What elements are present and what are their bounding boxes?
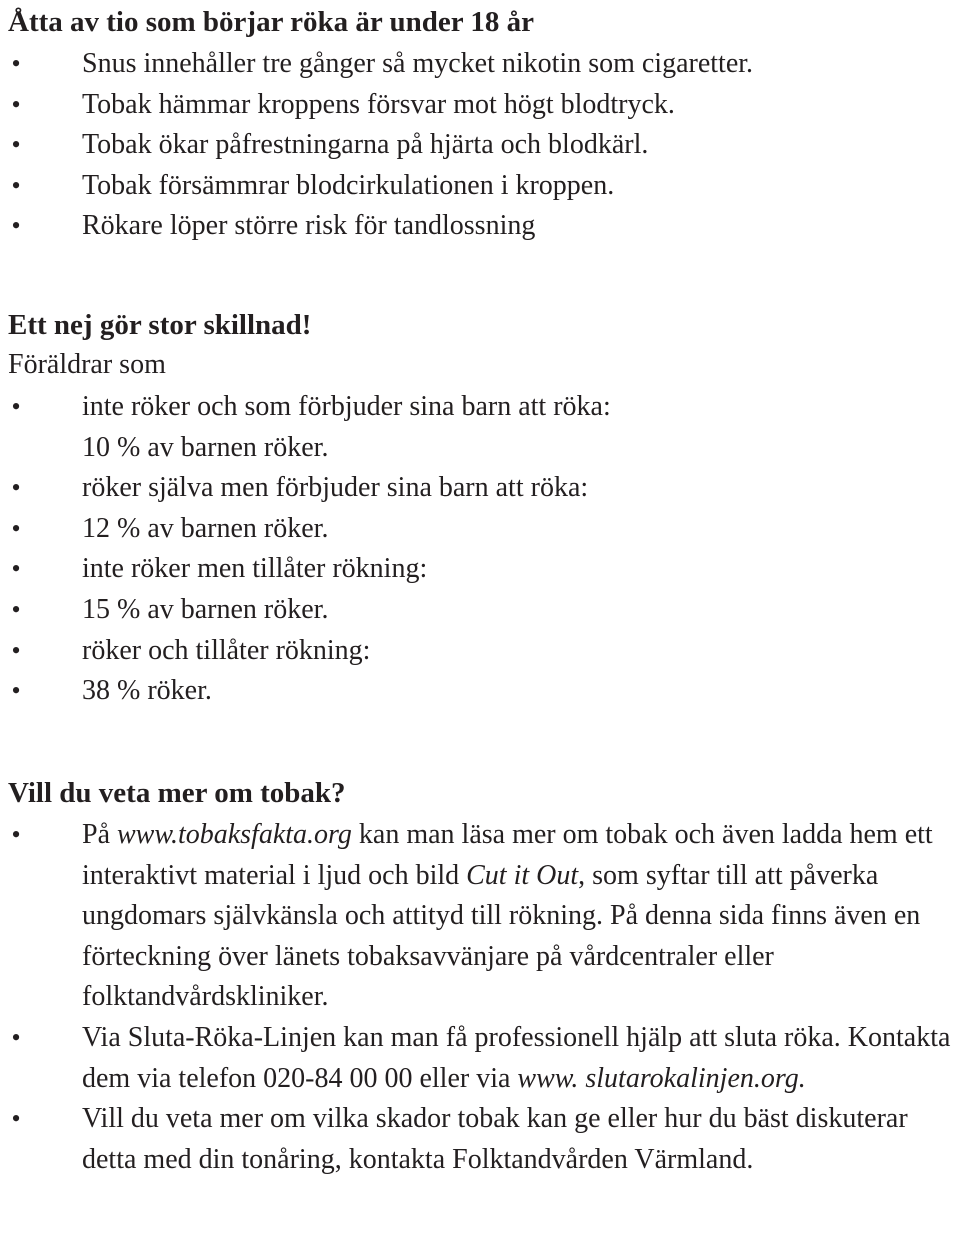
bullet-icon: • [11,130,21,160]
bullet-icon: • [11,49,21,78]
tobaksfakta-link[interactable]: www.tobaksfakta.org [117,819,352,850]
list-item: • 12 % av barnen röker. [0,509,960,550]
bullet-icon: • [11,1104,21,1134]
bullet-icon: • [11,594,21,624]
section-heading-more-info: Vill du veta mer om tobak? [8,777,346,809]
bullet-list-parent-stats [0,387,960,712]
list-item: • Via Sluta-Röka-Linjen kan man få professionell hjälp att sluta röka. Kontakta dem via telefon 020-84 00 00 eller via www. slutarokalinjen.org. [0,1018,960,1099]
bullet-icon: • [11,473,21,503]
bullet-icon: • [11,211,21,241]
slutarokalinjen-link[interactable]: www. slutarokalinjen.org. [517,1062,806,1094]
bullet-icon: • [11,676,21,706]
list-item: • inte röker men tillåter rökning: [0,549,960,590]
bullet-list-resources [0,815,960,1180]
list-item: • röker och tillåter rökning: [0,631,960,672]
bullet-icon: • [11,635,21,665]
bullet-icon: • [11,1022,21,1052]
bullet-icon: • [11,820,21,849]
bullet-icon: • [11,170,21,200]
bullet-icon: • [11,89,21,119]
list-item: • inte röker och som förbjuder sina barn att röka: 10 % av barnen röker. [0,387,960,468]
list-item: • 38 % röker. [0,671,960,712]
section-heading-minors: Åtta av tio som börjar röka är under 18 år [8,6,534,38]
bullet-icon: • [11,513,21,543]
list-item: • Tobak ökar påfrestningarna på hjärta och blodkärl. [0,125,960,166]
bullet-icon: • [11,554,21,584]
list-item: • Vill du veta mer om vilka skador tobak kan ge eller hur du bäst diskuterar detta med din tonåring, kontakta Folktandvården Värmland. [0,1099,960,1180]
section-heading-parents: Ett nej gör stor skillnad! [8,309,312,341]
list-item: • På www.tobaksfakta.org kan man läsa mer om tobak och även ladda hem ett interaktivt material i ljud och bild Cut it Out, som syftar till att påverka ungdomars självkänsla och attityd till rökning. På denna sida finns även en förteckning över länets tobaksavvänjare på vårdcentraler eller folktandvårdskliniker. [0,815,960,1018]
list-item: • 15 % av barnen röker. [0,590,960,631]
list-item: • Rökare löper större risk för tandlossning [0,206,960,247]
cut-it-out-title: Cut it Out [466,859,579,891]
list-item: • Snus innehåller tre gånger så mycket nikotin som cigaretter. [0,44,960,85]
bullet-list-tobacco-facts [0,44,960,247]
parents-intro: Föräldrar som [8,349,166,380]
bullet-icon: • [11,392,21,421]
list-item: • röker själva men förbjuder sina barn att röka: [0,468,960,509]
list-item: • Tobak försämmrar blodcirkulationen i kroppen. [0,166,960,207]
list-item: • Tobak hämmar kroppens försvar mot högt blodtryck. [0,85,960,126]
